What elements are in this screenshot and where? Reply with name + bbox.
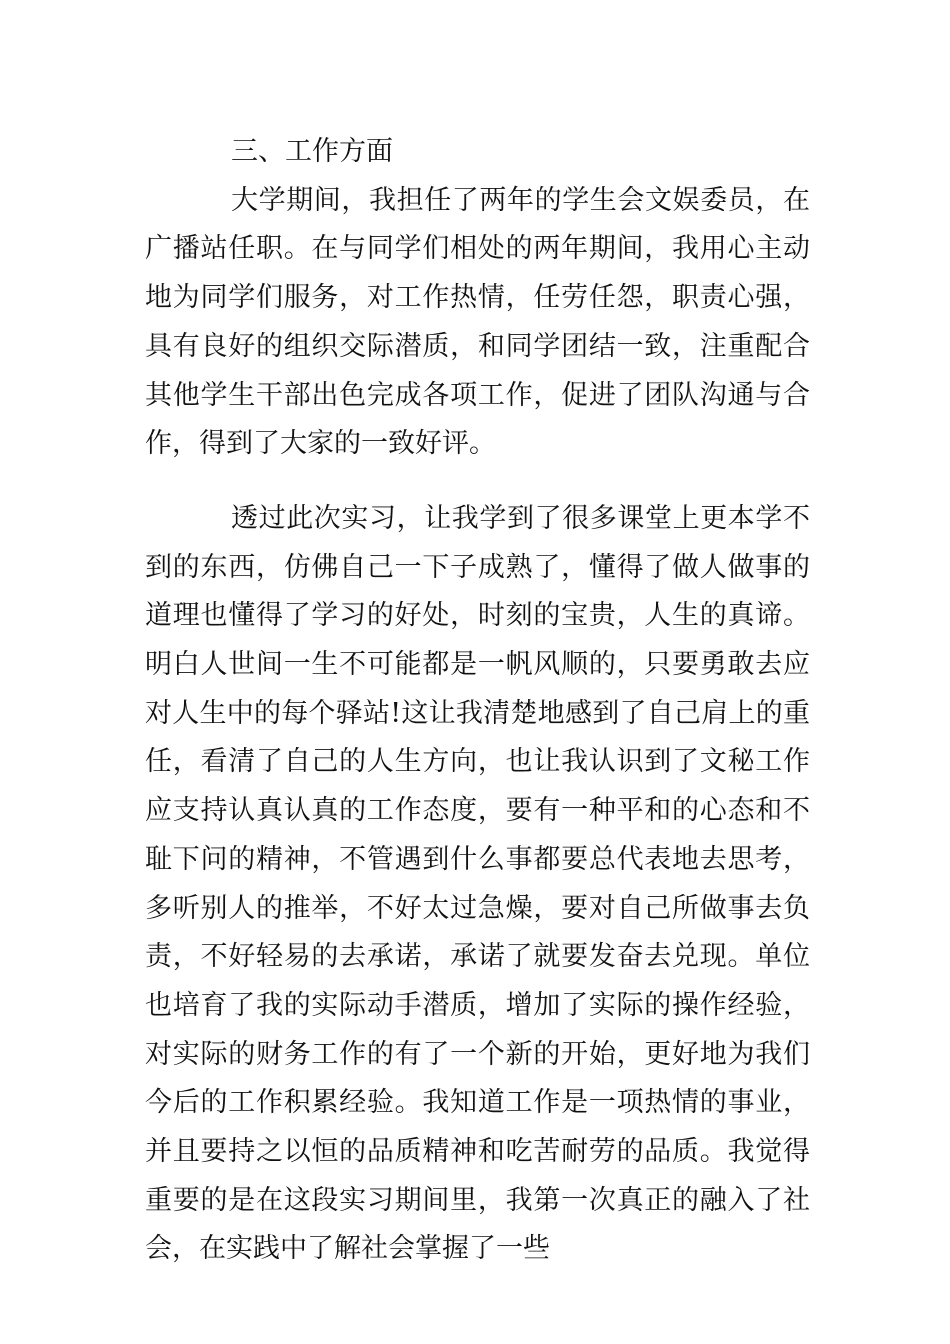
document-body [145,128,810,1274]
section-heading: 三、工作方面 [231,136,393,167]
paragraph-internship-reflection: 透过此次实习，让我学到了很多课堂上更本学不到的东西，仿佛自己一下子成熟了，懂得了做人做事的道理也懂得了学习的好处，时刻的宝贵，人生的真谛。明白人世间一生不可能都是一帆风顺的，只要勇敢去应对人生中的每个驿站!这让我清楚地感到了自己肩上的重任，看清了自己的人生方向，也让我认识到了文秘工作应支持认真认真的工作态度，要有一种平和的心态和不耻下问的精神，不管遇到什么事都要总代表地去思考，多听别人的推举，不好太过急燥，要对自己所做事去负责，不好轻易的去承诺，承诺了就要发奋去兑现。单位也培育了我的实际动手潜质，增加了实际的操作经验，对实际的财务工作的有了一个新的开始，更好地为我们今后的工作积累经验。我知道工作是一项热情的事业，并且要持之以恒的品质精神和吃苦耐劳的品质。我觉得重要的是在这段实习期间里，我第一次真正的融入了社会，在实践中了解社会掌握了一些 [145,502,810,1265]
paragraph-work-experience: 大学期间，我担任了两年的学生会文娱委员，在广播站任职。在与同学们相处的两年期间，我用心主动地为同学们服务，对工作热情，任劳任怨，职责心强，具有良好的组织交际潜质，和同学团结一致，注重配合其他学生干部出色完成各项工作，促进了团队沟通与合作，得到了大家的一致好评。 [145,184,810,460]
